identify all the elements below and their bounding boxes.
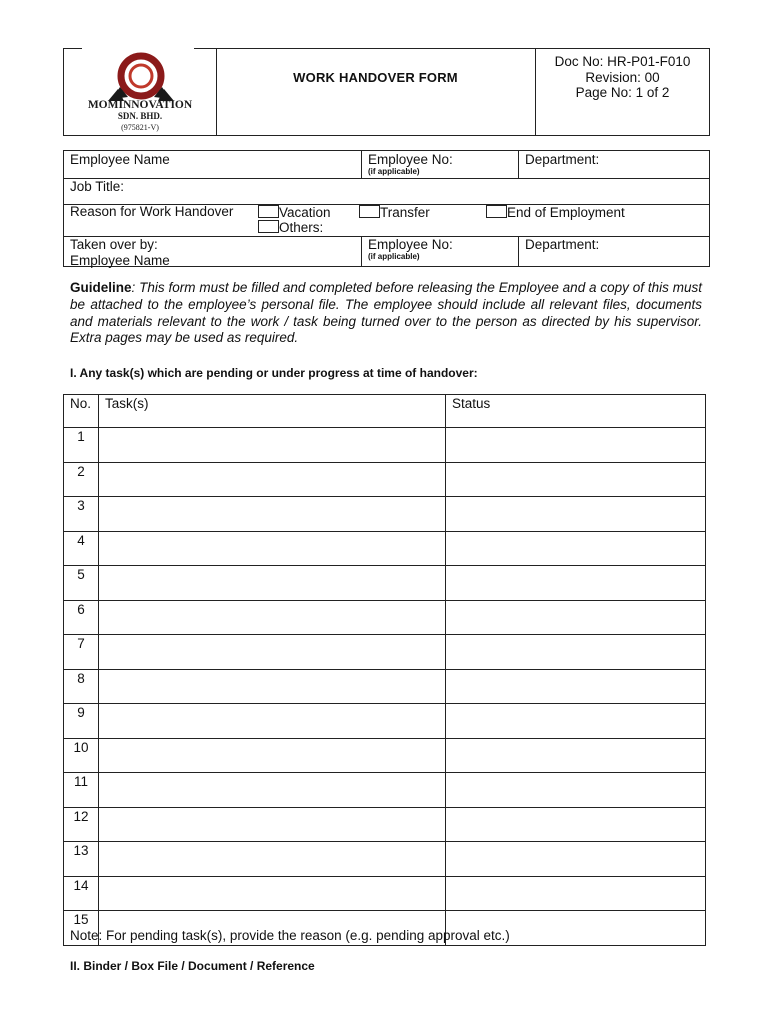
task-cell[interactable] [99, 669, 446, 704]
reason-end-of-employment-option[interactable] [486, 205, 625, 220]
table-row [64, 566, 706, 601]
row-number: 13 [64, 842, 99, 877]
task-cell[interactable] [99, 462, 446, 497]
taken-over-employee-no-label: Employee No: [368, 237, 453, 252]
table-row [64, 531, 706, 566]
reason-label: Reason for Work Handover [70, 204, 234, 219]
document-info [536, 49, 709, 135]
status-cell[interactable] [446, 600, 706, 635]
logo-mark [108, 56, 174, 101]
transfer-label: Transfer [380, 205, 430, 220]
guideline-text: : This form must be filled and completed before releasing the Employee and a copy of this must be attached to the employee’s personal file. The employee should include all relevant files, documents and materials relevant to the work / task being turned over to the person as directed by his supervisor. Extra pages may be used as required. [70, 280, 702, 346]
task-rows [64, 428, 706, 946]
table-row [64, 669, 706, 704]
status-cell[interactable] [446, 773, 706, 808]
task-cell[interactable] [99, 531, 446, 566]
employee-name-label: Employee Name [70, 152, 170, 167]
column-header-no: No. [64, 395, 99, 428]
info-row-job-title [64, 178, 709, 205]
taken-over-label: Taken over by: [70, 237, 158, 252]
task-cell[interactable] [99, 876, 446, 911]
task-cell[interactable] [99, 428, 446, 463]
task-cell[interactable] [99, 842, 446, 877]
status-cell[interactable] [446, 566, 706, 601]
job-title-label: Job Title: [70, 179, 125, 194]
doc-number: Doc No: HR-P01-F010 [554, 54, 691, 69]
employee-no-field[interactable] [361, 151, 518, 178]
status-cell[interactable] [446, 669, 706, 704]
taken-over-if-applicable-note: (if applicable) [368, 252, 420, 261]
row-number: 6 [64, 600, 99, 635]
company-name: MOMINNOVATION [87, 99, 193, 111]
table-row [64, 842, 706, 877]
company-suffix: SDN. BHD. [117, 111, 163, 121]
status-cell[interactable] [446, 876, 706, 911]
taken-over-department-field[interactable] [518, 236, 709, 267]
row-number: 7 [64, 635, 99, 670]
column-header-status: Status [446, 395, 706, 428]
if-applicable-note: (if applicable) [368, 167, 420, 176]
row-number: 10 [64, 738, 99, 773]
others-label: Others: [279, 220, 324, 235]
taken-over-employee-no-field[interactable] [361, 236, 518, 267]
department-label: Department: [525, 152, 600, 167]
row-number: 5 [64, 566, 99, 601]
table-row [64, 773, 706, 808]
row-number: 3 [64, 497, 99, 532]
table-row [64, 807, 706, 842]
vacation-checkbox[interactable] [258, 205, 279, 218]
status-cell[interactable] [446, 531, 706, 566]
table-row [64, 428, 706, 463]
row-number: 15 [64, 911, 99, 946]
status-cell[interactable] [446, 497, 706, 532]
reason-others-option[interactable] [258, 220, 323, 235]
status-cell[interactable] [446, 462, 706, 497]
row-number: 9 [64, 704, 99, 739]
reason-transfer-option[interactable] [359, 205, 430, 220]
taken-over-field[interactable] [64, 236, 361, 267]
row-number: 2 [64, 462, 99, 497]
task-cell[interactable] [99, 738, 446, 773]
vacation-label: Vacation [279, 205, 331, 220]
table-row [64, 876, 706, 911]
form-title: WORK HANDOVER FORM [216, 49, 536, 135]
row-number: 4 [64, 531, 99, 566]
header-box [63, 48, 710, 136]
employee-no-label: Employee No: [368, 152, 453, 167]
info-row-taken-over [64, 236, 709, 267]
task-cell[interactable] [99, 773, 446, 808]
company-registration: (975821-V) [121, 123, 159, 132]
end-of-employment-label: End of Employment [507, 205, 625, 220]
employee-name-field[interactable] [64, 151, 361, 178]
table-row [64, 635, 706, 670]
row-number: 1 [64, 428, 99, 463]
row-number: 11 [64, 773, 99, 808]
company-logo-cell [64, 49, 217, 135]
end-of-employment-checkbox[interactable] [486, 205, 507, 218]
employee-info-table [63, 150, 710, 267]
table-header-row [64, 395, 706, 428]
status-cell[interactable] [446, 738, 706, 773]
reason-vacation-option[interactable] [258, 205, 331, 220]
info-row-reason [64, 204, 709, 237]
taken-over-department-label: Department: [525, 237, 600, 252]
info-row-employee [64, 151, 709, 179]
task-cell[interactable] [99, 704, 446, 739]
table-row [64, 738, 706, 773]
section-1-title: I. Any task(s) which are pending or under progress at time of handover: [70, 366, 478, 380]
row-number: 12 [64, 807, 99, 842]
task-cell[interactable] [99, 807, 446, 842]
pending-tasks-table [63, 394, 706, 946]
task-cell[interactable] [99, 497, 446, 532]
task-cell[interactable] [99, 635, 446, 670]
guideline-label: Guideline [70, 280, 132, 295]
status-cell[interactable] [446, 842, 706, 877]
table-row [64, 497, 706, 532]
task-cell[interactable] [99, 600, 446, 635]
table-row [64, 462, 706, 497]
pending-task-note: Note: For pending task(s), provide the reason (e.g. pending approval etc.) [70, 928, 510, 943]
section-2-title: II. Binder / Box File / Document / Reference [70, 959, 315, 973]
others-checkbox[interactable] [258, 220, 279, 233]
table-row [64, 704, 706, 739]
job-title-field[interactable] [64, 178, 709, 204]
status-cell[interactable] [446, 428, 706, 463]
transfer-checkbox[interactable] [359, 205, 380, 218]
status-cell[interactable] [446, 635, 706, 670]
page-number: Page No: 1 of 2 [575, 85, 670, 100]
row-number: 8 [64, 669, 99, 704]
status-cell[interactable] [446, 704, 706, 739]
table-row [64, 600, 706, 635]
department-field[interactable] [518, 151, 709, 178]
status-cell[interactable] [446, 807, 706, 842]
taken-over-name-label: Employee Name [70, 253, 170, 268]
row-number: 14 [64, 876, 99, 911]
guideline-paragraph [70, 280, 702, 347]
column-header-tasks: Task(s) [99, 395, 446, 428]
task-cell[interactable] [99, 566, 446, 601]
revision-number: Revision: 00 [585, 69, 660, 85]
